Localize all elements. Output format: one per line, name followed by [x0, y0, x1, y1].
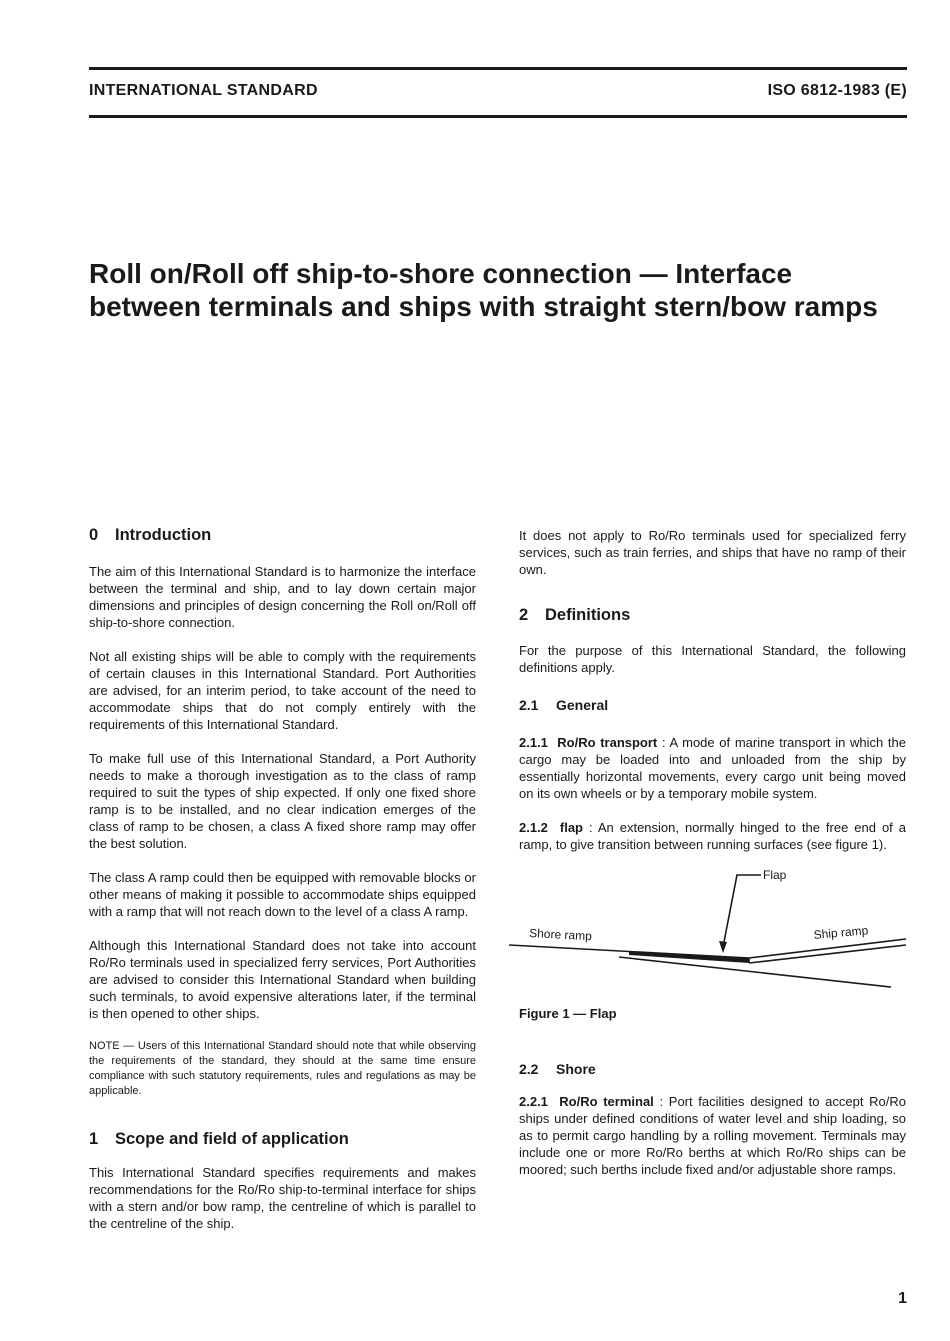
definition-text: : Port facilities designed to accept Ro/Ro ships under defined conditions of water level and ship loading, so as to permit cargo handling by a rolling movement. Terminals may include one or more Ro/Ro berths at which Ro/Ro ships can be moored; such berths include fixed and/or adjustable shore ramps. — [519, 1094, 906, 1177]
definition-number: 2.1.2 — [519, 820, 548, 835]
header-top-rule — [89, 67, 907, 70]
section-number: 1 — [89, 1130, 99, 1148]
intro-paragraph-4: The class A ramp could then be equipped with removable blocks or other means of making it possible to accommodate ships equipped with a ramp that will not reach down to the level of a class A ramp. — [89, 870, 476, 919]
subsection-heading-general — [519, 696, 906, 714]
definition-term: flap — [559, 820, 583, 835]
definition-ro-ro-terminal — [519, 1093, 906, 1178]
definition-flap — [519, 819, 906, 853]
document-title: Roll on/Roll off ship-to-shore connection — Interface between terminals and ships with straight stern/bow ramps — [89, 258, 878, 322]
scope-paragraph-1: This International Standard specifies requirements and makes recommendations for the Ro/Ro ship-to-terminal interface for ships with a stern and/or bow ramp, the centreline of which is parallel to the centreline of the ship. — [89, 1165, 476, 1231]
intro-paragraph-1: The aim of this International Standard is to harmonize the interface between the terminal and ship, and to lay down certain major dimensions and principles of design concerning the Roll on/Roll off ship-to-shore connection. — [89, 564, 476, 630]
section-heading-definitions — [519, 605, 906, 625]
shore-ramp-line — [509, 945, 749, 958]
intro-paragraph-5: Although this International Standard does not take into account Ro/Ro terminals used in specialized ferry services, Port Authorities are advised to consider this International Standard when building such terminals, to avoid expensive alterations later, if the terminal is then opened to other ships. — [89, 938, 476, 1021]
section-number: 2 — [519, 606, 529, 624]
subsection-number: 2.1 — [519, 697, 539, 713]
right-column — [519, 527, 906, 1195]
header-standard-type: INTERNATIONAL STANDARD — [89, 82, 318, 99]
left-column — [89, 525, 476, 1249]
flap-leader-line — [723, 875, 761, 947]
definition-number: 2.2.1 — [519, 1094, 548, 1109]
figure-caption: Figure 1 — Flap — [519, 1006, 617, 1021]
definition-term: Ro/Ro terminal — [559, 1094, 654, 1109]
definition-text: : A mode of marine transport in which the cargo may be loaded into and unloaded from the ship by essentially horizontal movements, every cargo unit being moved on its own wheels or by a temporary mobile system. — [519, 735, 906, 801]
section-heading-scope — [89, 1129, 476, 1149]
subsection-title: Shore — [556, 1061, 596, 1077]
section-title: Scope and field of application — [115, 1130, 349, 1148]
definitions-intro: For the purpose of this International Standard, the following definitions apply. — [519, 643, 906, 675]
figure-flap-diagram — [509, 865, 909, 1005]
section-heading-introduction — [89, 525, 476, 545]
section-title: Introduction — [115, 526, 212, 544]
ship-ramp-label: Ship ramp — [813, 923, 869, 942]
ground-line — [619, 957, 891, 987]
header-bottom-rule — [89, 115, 907, 118]
subsection-title: General — [556, 697, 609, 713]
flap-diagram — [509, 865, 909, 1005]
page-number: 1 — [898, 1290, 907, 1307]
subsection-number: 2.2 — [519, 1061, 539, 1077]
intro-paragraph-3: To make full use of this International Standard, a Port Authority needs to make a thorough investigation as to the class of ramp required to suit the types of ship expected. If only one fixed shore ramp is to be installed, and no clear indication emerges of the class of ramp to be chosen, a class A fixed shore ramp may offer the best solution. — [89, 751, 476, 851]
subsection-heading-shore — [519, 1060, 906, 1078]
definition-number: 2.1.1 — [519, 735, 548, 750]
flap-label: Flap — [763, 868, 787, 882]
scope-paragraph-2: It does not apply to Ro/Ro terminals used for specialized ferry services, such as train ferries, and ships that have no ramp of their own. — [519, 528, 906, 577]
intro-note: NOTE — Users of this International Standard should note that while observing the requirements of the standard, they should at the same time ensure compliance with such statutory requirements, rules and regulations as may be applicable. — [89, 1040, 476, 1097]
section-title: Definitions — [545, 606, 631, 624]
definition-text: : An extension, normally hinged to the free end of a ramp, to give transition between running surfaces (see figure 1). — [519, 820, 906, 852]
flap-plate — [629, 952, 749, 963]
definition-term: Ro/Ro transport — [557, 735, 658, 750]
definition-ro-ro-transport — [519, 734, 906, 802]
section-number: 0 — [89, 526, 99, 544]
shore-ramp-label: Shore ramp — [528, 926, 593, 944]
header-standard-number: ISO 6812-1983 (E) — [767, 82, 907, 99]
intro-paragraph-2: Not all existing ships will be able to comply with the requirements of certain clauses in this International Standard. Port Authorities are advised, for an interim period, to take account of the need to accommodate ships that do not comply entirely with the requirements of this International Standard. — [89, 649, 476, 732]
flap-arrowhead — [719, 941, 727, 953]
